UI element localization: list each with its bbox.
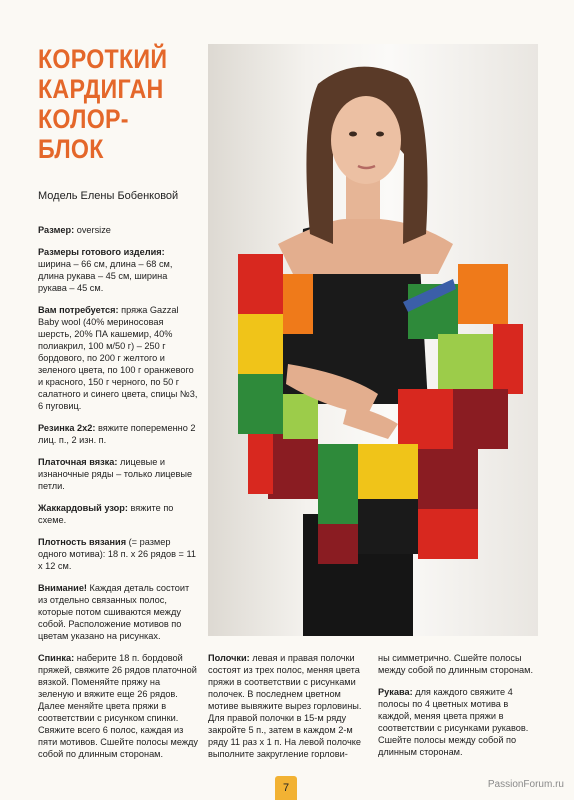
watermark: PassionForum.ru: [487, 779, 564, 790]
instructions-column: [38, 224, 198, 652]
fronts-continuation: ны симметрично. Сшейте полосы между собой по длинным сторонам.: [378, 653, 534, 675]
section-gauge: Плотность вязания (= размер одного мотива): 18 п. х 26 рядов = 11 х 12 см.: [38, 537, 196, 571]
section-size: Размер: oversize: [38, 225, 111, 235]
title-line: КОРОТКИЙ: [38, 44, 168, 74]
author-credit: Модель Елены Бобенковой: [38, 190, 179, 202]
section-attention: Внимание! Каждая деталь состоит из отдельно связанных полос, которые потом сшиваются между собой. Расположение мотивов по цветам указано на рисунках.: [38, 583, 190, 641]
model-illustration: [208, 44, 538, 636]
section-rib: Резинка 2х2: вяжите попеременно 2 лиц. п., 2 изн. п.: [38, 423, 196, 445]
title-line: КАРДИГАН: [38, 74, 164, 104]
sleeves-paragraph: Рукава: для каждого свяжите 4 полосы по 4 цветных мотива в каждой, меняя цвета пряжи в соответствии с рисунками рукавов. Сшейте полосы между собой по длинным сторонам.: [378, 687, 529, 757]
title-line: БЛОК: [38, 134, 104, 164]
article-title: [38, 44, 208, 164]
back-instructions: Спинка: наберите 18 п. бордовой пряжей, свяжите 26 рядов платочной вязкой. Поменяйте пряжу на зеленую и вяжите еще 26 рядов. Далее меняйте цвета пряжи в соответствии с рисунком спинки. Свяжите всего 6 полос, каждая из пяти мотивов. Сшейте полосы между собой по длинным сторонам.: [38, 653, 198, 759]
section-garter: Платочная вязка: лицевые и изнаночные ряды – только лицевые петли.: [38, 457, 193, 491]
model-photo: [208, 44, 538, 636]
section-jacquard: Жаккардовый узор: вяжите по схеме.: [38, 503, 174, 525]
section-materials: Вам потребуется: пряжа Gazzal Baby wool (40% мериносовая шерсть, 20% ПА кашемир, 40% полиакрил, 100 м/50 г) – 250 г бордового, по 200 г желтого и зеленого цвета, по 100 г оранжевого и красного, 150 г черного, по 50 г салатного и синего цвета, спицы №3, 6 пуговиц.: [38, 305, 198, 411]
title-line: КОЛОР-: [38, 104, 129, 134]
section-dimensions: Размеры готового изделия: ширина – 66 см, длина – 68 см, длина рукава – 45 см, ширина рукава – 45 см.: [38, 247, 173, 293]
sleeves-instructions: [378, 652, 538, 768]
fronts-instructions: Полочки: левая и правая полочки состоят из трех полос, меняя цвета пряжи в соответствии с рисунками полочек. В последнем цветном мотиве вывяжите вырез горловины. Для правой полочки в 15-м ряду закройте 5 п., затем в каждом 2-м ряду 11 раз х 1 п. На левой полочке выполните закругление горлови-: [208, 653, 362, 759]
page-number: 7: [275, 776, 297, 800]
